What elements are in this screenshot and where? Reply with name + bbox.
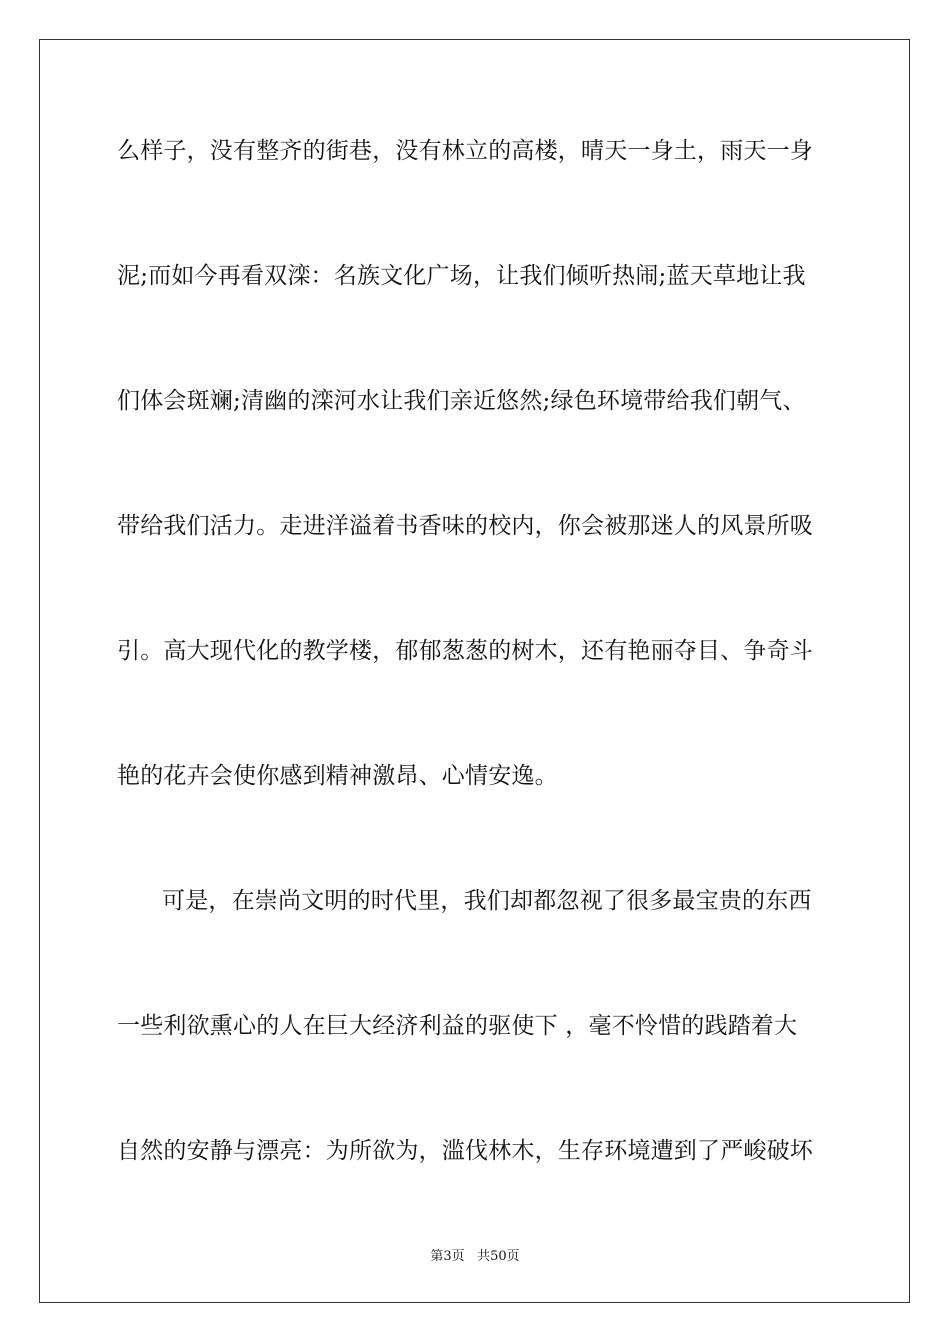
text-line: 带给我们活力。走进洋溢着书香味的校内，你会被那迷人的风景所吸 (117, 513, 813, 539)
current-page-number: 第3页 (430, 1249, 465, 1264)
text-line: 艳的花卉会使你感到精神激昂、心情安逸。 (117, 763, 558, 789)
text-line: 引。高大现代化的教学楼，郁郁葱葱的树木，还有艳丽夺目、争奇斗 (117, 638, 813, 664)
text-line: 么样子，没有整齐的街巷，没有林立的高楼，晴天一身土，雨天一身 (117, 138, 813, 164)
text-line: 们体会斑斓;清幽的滦河水让我们亲近悠然;绿色环境带给我们朝气、 (117, 388, 806, 414)
paragraph-start-line: 可是，在崇尚文明的时代里，我们却都忽视了很多最宝贵的东西 (162, 888, 812, 914)
page-border (39, 39, 910, 1303)
total-page-count: 共50页 (477, 1249, 520, 1264)
text-line: 一些利欲熏心的人在巨大经济利益的驱使下 ，毫不怜惜的践踏着大 (117, 1013, 798, 1039)
text-line: 泥;而如今再看双滦：名族文化广场，让我们倾听热闹;蓝天草地让我 (117, 263, 806, 289)
page-footer (0, 1249, 950, 1265)
text-line: 自然的安静与漂亮：为所欲为，滥伐林木，生存环境遭到了严峻破坏 (117, 1138, 813, 1164)
